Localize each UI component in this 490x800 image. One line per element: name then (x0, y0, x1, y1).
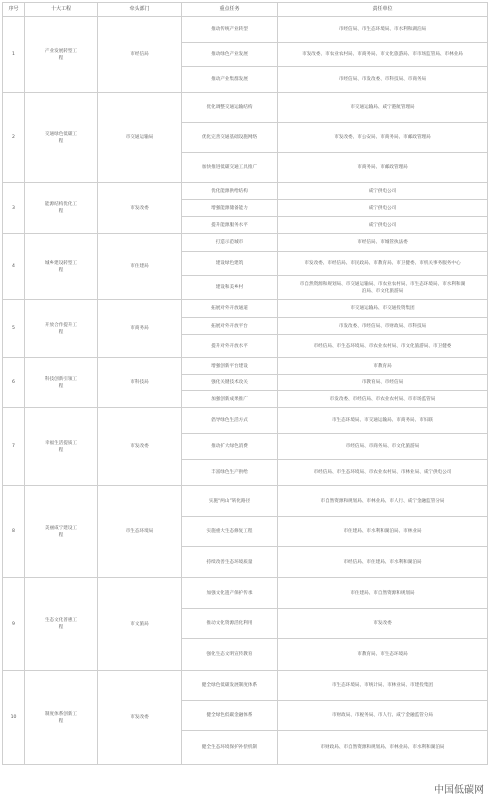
cell-resp: 市经信局、市住建局、市水利和湖泊局 (278, 547, 488, 578)
cell-resp: 市生态环境局、市交通运输局、市商务局、市妇联 (278, 408, 488, 434)
cell-project: 交通绿色低碳工程 (25, 93, 98, 183)
cell-resp: 市经信局、市城管执法委 (278, 234, 488, 252)
cell-resp: 市经信局、市发改委、市科技局、市商务局 (278, 67, 488, 93)
cell-task: 健全绿色低碳发展制度体系 (182, 671, 278, 701)
header-resp: 责任单位 (278, 3, 488, 17)
cell-task: 推动文化资源活化利用 (182, 609, 278, 639)
cell-task: 优化完善交通基础设施网络 (182, 123, 278, 153)
cell-resp: 市发改委、市经信局、市财政局、市科技局 (278, 318, 488, 335)
table-row (3, 300, 488, 318)
cell-task: 实施重大生态修复工程 (182, 517, 278, 547)
cell-resp: 市经信局、市商务局、市文化旅游局 (278, 434, 488, 460)
cell-no: 7 (3, 408, 25, 486)
cell-task: 丰富绿色生产供给 (182, 460, 278, 486)
cell-resp: 市交通运输局、咸宁港航管理局 (278, 93, 488, 123)
cell-dept: 市发改委 (98, 671, 182, 765)
cell-task: 实施“两山”转化路径 (182, 486, 278, 517)
header-no: 序号 (3, 3, 25, 17)
cell-task: 加快推进低碳交通工具推广 (182, 153, 278, 183)
cell-task: 推动产业集群发展 (182, 67, 278, 93)
cell-resp: 市住建局、市水利和湖泊局、市林业局 (278, 517, 488, 547)
cell-dept: 市商务局 (98, 300, 182, 358)
cell-project: 能源结构优化工程 (25, 183, 98, 234)
cell-task: 优化能源供给结构 (182, 183, 278, 200)
cell-task: 健全绿色低碳金融体系 (182, 701, 278, 731)
cell-resp: 市教育局、市生态环境局 (278, 639, 488, 671)
cell-resp: 市发改委、市经信局、市农业农村局、市市场监管局 (278, 391, 488, 408)
cell-resp: 市发改委、市公安局、市商务局、市邮政管理局 (278, 123, 488, 153)
cell-resp: 市教育局、市经信局 (278, 375, 488, 391)
cell-project: 美丽咸宁建设工程 (25, 486, 98, 578)
cell-task: 推动扩大绿色消费 (182, 434, 278, 460)
cell-resp: 市自然资源和规划局、市交通运输局、市农业农村局、市生态环境局、市水利和湖泊局、市文化旅游局 (278, 276, 488, 300)
cell-no: 2 (3, 93, 25, 183)
cell-project: 开放合作提升工程 (25, 300, 98, 358)
cell-task: 加强创新成果推广 (182, 391, 278, 408)
cell-dept: 市经信局 (98, 17, 182, 93)
cell-dept: 市科技局 (98, 358, 182, 408)
table-row (3, 671, 488, 701)
cell-resp: 咸宁供电公司 (278, 217, 488, 234)
cell-resp: 市生态环境局、市统计局、市林业局、市建投集团 (278, 671, 488, 701)
cell-no: 1 (3, 17, 25, 93)
cell-resp: 市发改委、市农业农村局、市商务局、市文化旅游局、市市场监管局、市林业局 (278, 43, 488, 67)
header-dept: 牵头部门 (98, 3, 182, 17)
header-task: 重点任务 (182, 3, 278, 17)
cell-task: 推动传统产业转型 (182, 17, 278, 43)
cell-task: 加强文化遗产保护传承 (182, 578, 278, 609)
cell-resp: 市教育局 (278, 358, 488, 375)
table-row (3, 17, 488, 43)
cell-task: 持续改善生态环境质量 (182, 547, 278, 578)
table-row (3, 234, 488, 252)
cell-no: 5 (3, 300, 25, 358)
cell-task: 强化生态文明宣传教育 (182, 639, 278, 671)
cell-project: 产业发展转型工程 (25, 17, 98, 93)
cell-resp: 市财政局、市税务局、市人行、咸宁金融监管分局 (278, 701, 488, 731)
cell-project: 生态文化普惠工程 (25, 578, 98, 671)
cell-task: 强化关键技术攻关 (182, 375, 278, 391)
cell-resp: 市住建局、市自然资源和规划局 (278, 578, 488, 609)
table-row (3, 486, 488, 517)
cell-task: 建设和美乡村 (182, 276, 278, 300)
cell-resp: 咸宁供电公司 (278, 200, 488, 217)
cell-resp: 市自然资源和规划局、市林业局、市人行、咸宁金融监管分局 (278, 486, 488, 517)
cell-dept: 市交通运输局 (98, 93, 182, 183)
cell-project: 幸福生活提质工程 (25, 408, 98, 486)
cell-task: 拓展对外开放通道 (182, 300, 278, 318)
cell-task: 打造示范城市 (182, 234, 278, 252)
cell-project: 制度体系创新工程 (25, 671, 98, 765)
cell-resp: 市商务局、市邮政管理局 (278, 153, 488, 183)
header-row (3, 3, 488, 17)
cell-resp: 市经信局、市生态环境局、市农业农村局、市林业局、咸宁供电公司 (278, 460, 488, 486)
cell-dept: 市文旅局 (98, 578, 182, 671)
cell-resp: 市发改委、市经信局、市民政局、市教育局、市卫健委、市机关事务服务中心 (278, 252, 488, 276)
header-project: 十大工程 (25, 3, 98, 17)
cell-task: 健全生态环境保护补偿机制 (182, 731, 278, 765)
table-row (3, 358, 488, 375)
task-table (2, 2, 488, 765)
cell-resp: 咸宁供电公司 (278, 183, 488, 200)
table-row (3, 93, 488, 123)
cell-resp: 市发改委 (278, 609, 488, 639)
cell-resp: 市财政局、市自然资源和规划局、市林业局、市水利和湖泊局 (278, 731, 488, 765)
cell-task: 增强创新平台建设 (182, 358, 278, 375)
cell-no: 10 (3, 671, 25, 765)
cell-task: 提升对外开放水平 (182, 335, 278, 358)
cell-resp: 市经信局、市生态环境局、市农业农村局、市文化旅游局、市卫健委 (278, 335, 488, 358)
cell-no: 3 (3, 183, 25, 234)
table-row (3, 408, 488, 434)
watermark-text: 中国低碳网 (434, 785, 484, 796)
cell-dept: 市发改委 (98, 183, 182, 234)
cell-task: 倡导绿色生活方式 (182, 408, 278, 434)
table-row (3, 578, 488, 609)
table-row (3, 183, 488, 200)
cell-dept: 市发改委 (98, 408, 182, 486)
cell-no: 6 (3, 358, 25, 408)
cell-task: 优化调整交通运输结构 (182, 93, 278, 123)
cell-task: 拓展对外开放平台 (182, 318, 278, 335)
cell-task: 建设绿色建筑 (182, 252, 278, 276)
cell-no: 9 (3, 578, 25, 671)
cell-project: 城乡建设转型工程 (25, 234, 98, 300)
cell-project: 科技创新引领工程 (25, 358, 98, 408)
cell-task: 推动绿色产业发展 (182, 43, 278, 67)
cell-resp: 市经信局、市生态环境局、市水利和湖泊局 (278, 17, 488, 43)
cell-dept: 市生态环境局 (98, 486, 182, 578)
cell-dept: 市住建局 (98, 234, 182, 300)
cell-no: 4 (3, 234, 25, 300)
cell-no: 8 (3, 486, 25, 578)
cell-task: 提升能源服务水平 (182, 217, 278, 234)
cell-task: 增强能源储备能力 (182, 200, 278, 217)
cell-resp: 市交通运输局、市交通投资集团 (278, 300, 488, 318)
